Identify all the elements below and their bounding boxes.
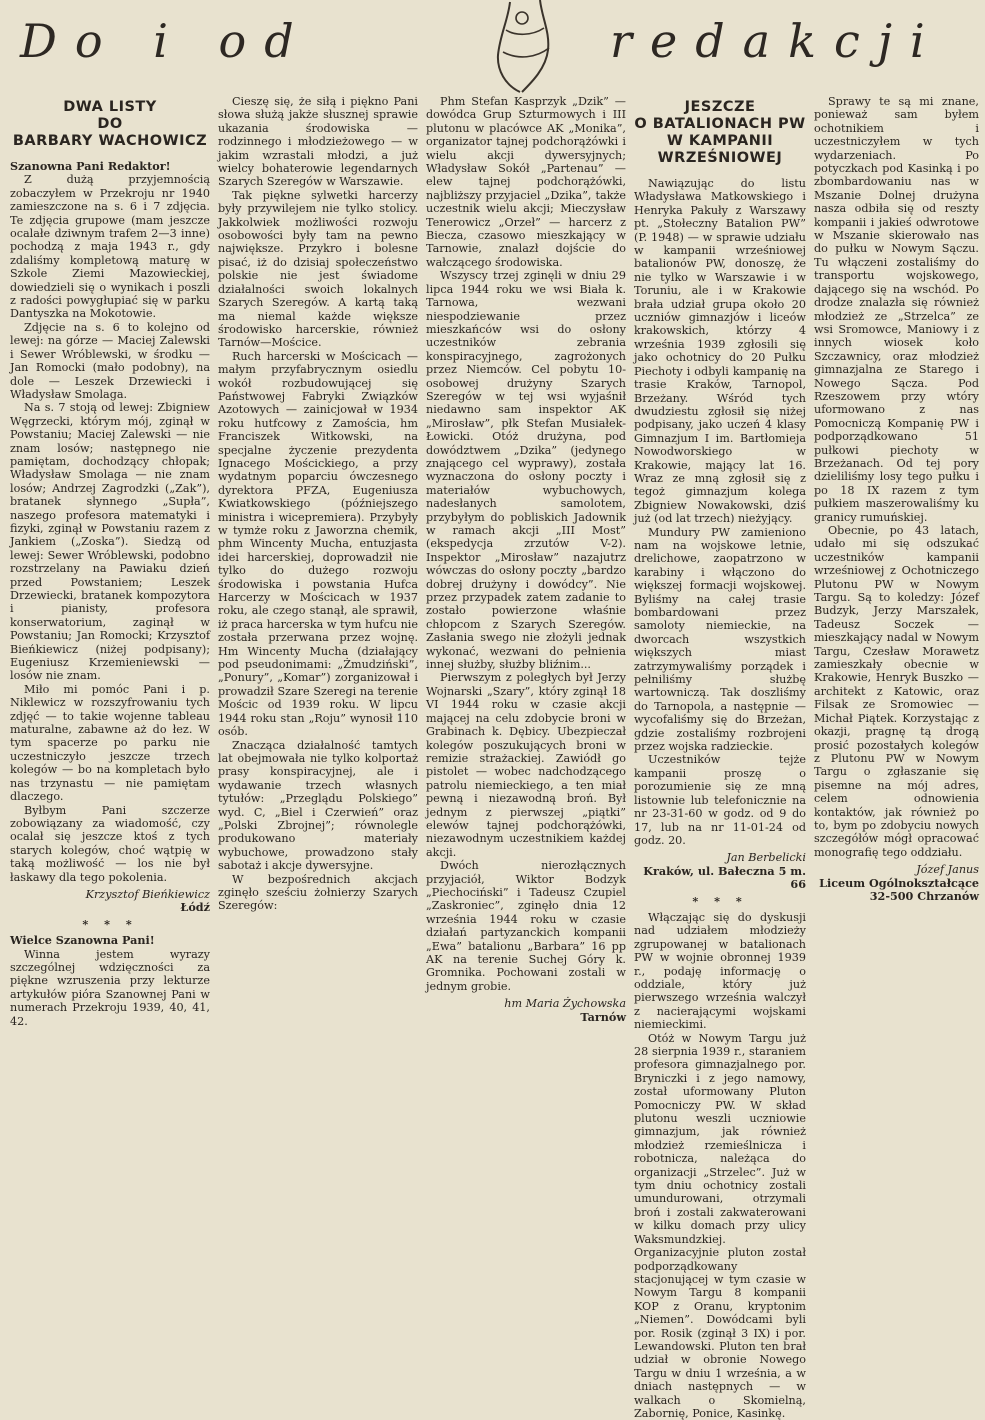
paragraph: Otóż w Nowym Targu już 28 sierpnia 1939 r., staraniem profesora gimnazjalnego por. Bryniczki i z jego namowy, został uformowany Pluton Pomocniczy PW. W skład plutonu weszli uczniowie gimnazjum, jak również młodzież rzemieślnicza i robotnicza, należąca do organizacji „Strzelec”. Już w tym dniu ochotnicy zostali umundurowani, otrzymali broń i zostali zakwaterowani w kilku domach przy ulicy Waksmundzkiej. Organizacyjnie pluton został podporządkowany stacjonującej w tym czasie w Nowym Targu 8 kompanii KOP z Oranu, kryptonim „Niemen”. Dowódcami byli por. Rosik (zginął 3 IX) i por. Lewandowski. Pluton ten brał udział w obronie Nowego Targu w dniu 1 września, a w dniach następnych — w walkach o Skomielną, Zabornię, Ponice, Kasinkę.	[634, 1031, 806, 1420]
column-4	[634, 95, 806, 1420]
paragraph: Winna jestem wyrazy szczególnej wdzięczności za piękne wzruszenia przy lekturze artykułów pióra Szanownej Pani w numerach Przekroju 1939, 40, 41, 42.	[10, 947, 210, 1028]
signature-city: Tarnów	[580, 1009, 626, 1024]
section-banner	[0, 0, 985, 95]
paragraph: Ruch harcerski w Mościcach — małym przyfabrycznym osiedlu wokół rozbudowującej się Państwowej Fabryki Związków Azotowych — zainicjował w 1934 roku hutfcowy z Zamościa, hm Franciszek Witkowski, na specjalne życzenie prezydenta Ignacego Mościckiego, a przy wydatnym poparciu ówczesnego dyrektora PFZA, Eugeniusza Kwiatkowskiego (późniejszego ministra i wicepremiera). Przybyły w tymże roku z Jaworzna chemik, phm Wincenty Mucha, entuzjasta idei harcerskiej, doprowadził nie tylko do dużego rozwoju środowiska i powstania Hufca Harcerzy w Mościcach w 1937 roku, ale czego stanął, ale sprawił, iż praca harcerska w tym hufcu nie została przerwana przez wojnę. Hm Wincenty Mucha (działający pod pseudonimami: „Żmudziński”, „Ponury”, „Komar”) zorganizował i prowadził Szare Szeregi na terenie Mościc od 1939 roku. W lipcu 1944 roku stan „Roju” wynosił 110 osób.	[218, 349, 418, 739]
signature-city: Łódź	[180, 900, 210, 915]
paragraph: Sprawy te są mi znane, ponieważ sam byłem ochotnikiem i uczestniczyłem w tych wydarzeniach. Po potyczkach pod Kasinką i po zbombardowaniu nas w Mszanie Dolnej drużyna nasza odbiła się od reszty kompanii i jakieś odwrotowe w Mszanie skierowało nas do pułku w Nowym Sączu. Tu włączeni zostaliśmy do transportu wojskowego, dającego się na wschód. Po drodze znalazła się również młodzież ze „Strzelca” ze wsi Sromowce, Maniowy i z innych wiosek koło Szczawnicy, oraz młodzież gimnazjalna ze Starego i Nowego Sącza. Pod Rzeszowem przy wtóry uformowano z nas Pomocniczą Kompanię PW i podporządkowano 51 pułkowi piechoty w Brzeżanach. Od tej pory dzieliliśmy losy tego pułku i po 18 IX razem z tym pułkiem maszerowaliśmy ku granicy rumuńskiej.	[814, 95, 979, 524]
paragraph: Zdjęcie na s. 6 to kolejno od lewej: na górze — Maciej Zalewski i Sewer Wróblewski, w środku — Jan Romocki (mało podobny), na dole — Leszek Drzewiecki i Władysław Smolaga.	[10, 320, 210, 401]
paragraph: Dwóch nierozłącznych przyjaciół, Wiktor Bodzyk „Piechociński” i Tadeusz Czupiel „Zaskroniec”, zginęło dnia 12 września 1944 roku w czasie działań partyzanckich kompanii „Ewa” batalionu „Barbara” 16 pp AK na terenie Suchej Góry k. Gromnika. Pochowani zostali w jednym grobie.	[426, 859, 626, 993]
paragraph: Phm Stefan Kasprzyk „Dzik” — dowódca Grup Szturmowych i III plutonu w placówce AK „Monika”, organizator tajnej podchorążówki i wielu akcji dywersyjnych; Władysław Sokół „Partenau” — elew tajnej podchorążówki, najbliższy przyjaciel „Dzika”, także uczestnik wielu akcji; Mieczysław Tenerowicz „Orzeł” — harcerz z Biecza, czasowo mieszkający w Tarnowie, znalazł dojście do wałczącego środowiska.	[426, 95, 626, 269]
salutation: Szanowna Pani Redaktor!	[10, 159, 171, 173]
column-5	[814, 95, 979, 903]
paragraph: Znacząca działalność tamtych lat obejmowała nie tylko kolportaż prasy konspiracyjnej, ale i wydawanie trzech własnych tytułów: „Przeglądu Polskiego” wyd. C, „Biel i Czerwień” oraz „Polski Zbrojnej”; równolegle produkowano materiały wybuchowe, prowadzono stały sabotaż i akcje dywersyjne.	[218, 738, 418, 873]
separator-stars: * * *	[82, 916, 138, 931]
column-3	[426, 95, 626, 1024]
salutation: Wielce Szanowna Pani!	[10, 933, 155, 948]
paragraph: Z dużą przyjemnością zobaczyłem w Przekroju nr 1940 zamieszczone na s. 6 i 7 zdjęcia. Te zdjęcia grupowe (mam jeszcze ocalałe dziwnym trafem 2—3 inne) pochodzą z maja 1943 r., gdy zdaliśmy kompletową maturę w Szkole Ziemi Mazowieckiej, dowiedzieli się o wynikach i poszli z radości powygłupiać się w parku Dantyszka na Mokotowie.	[10, 173, 210, 321]
paragraph: Włączając się do dyskusji nad udziałem młodzieży zgrupowanej w batalionach PW w wojnie obronnej 1939 r., podaję informację o oddziale, który już pierwszego września walczył z nacierającymi wojskami niemieckimi.	[634, 910, 806, 1032]
banner-title-right: redakcji	[610, 14, 943, 68]
banner-title-left: Do i od	[20, 14, 312, 68]
separator-stars: * * *	[692, 893, 748, 908]
signature-address: Liceum Ogólnokształcące	[819, 875, 979, 890]
paragraph: Cieszę się, że siłą i piękno Pani słowa służą jakże słusznej sprawie ukazania środowiska — rodzinnego i młodzieżowego — w jakim wzrastali młodzi, a już wielcy bohaterowie legendarnych Szarych Szeregów w Warszawie.	[218, 95, 418, 189]
signature-address: Kraków, ul. Bałeczna 5 m. 66	[643, 863, 806, 892]
paragraph: Wszyscy trzej zginęli w dniu 29 lipca 1944 roku we wsi Biała k. Tarnowa, wezwani niespodziewanie przez mieszkańców wsi do osłony uczestników zebrania konspiracyjnego, zagrożonych przez Niemców. Cel pobytu 10-osobowej drużyny Szarych Szeregów w tej wsi wyjaśnił niedawno sam inspektor AK „Mirosław”, płk Stefan Musiałek-Łowicki. Otóż drużyna, pod dowództwem „Dzika” (jedynego znającego cel wyprawy), została wyznaczona do osłony poczty i materiałów wybuchowych, nadesłanych samolotem, przybyłym do pobliskich Jadownik w ramach akcji „III Most” (ekspedycja zrzutów V-2). Inspektor „Mirosław” nazajutrz wówczas do osłony poczty „bardzo dobrej drużyny i dowódcy”. Nie przez przypadek zatem zadanie to zostało powierzone właśnie chłopcom z Szarych Szeregów. Zasłania swego nie złożyli jednak wykonać, wezwani do pełnienia innej służby, służby bliźnim...	[426, 269, 626, 672]
article-title: DWA LISTY DO BARBARY WACHOWICZ	[12, 99, 208, 149]
paragraph: Miło mi pomóc Pani i p. Niklewicz w rozszyfrowaniu tych zdjęć — to takie wojenne tableau maturalne, zabawne aż do łez. W tym spacerze po parku nie uczestniczyło jeszcze trzech kolegów — bo na kompletach było nas trzynastu — nie pamiętam dlaczego.	[10, 682, 210, 804]
paragraph: Byłbym Pani szczerze zobowiązany za wiadomość, czy ocalał się jeszcze ktoś z tych starych kolegów, choć wątpię w taką możliwość — los nie był łaskawy dla tego pokolenia.	[10, 803, 210, 884]
paragraph: Uczestników tejże kampanii proszę o porozumienie się ze mną listownie lub telefonicznie na nr 23-31-60 w godz. od 9 do 17, lub na nr 11-01-24 od godz. 20.	[634, 753, 806, 847]
column-1	[10, 95, 210, 1028]
paragraph: W bezpośrednich akcjach zginęło sześciu żołnierzy Szarych Szeregów:	[218, 872, 418, 913]
paragraph: Pierwszym z poległych był Jerzy Wojnarski „Szary”, który zginął 18 VI 1944 roku w czasie akcji mającej na celu zdobycie broni w Grabinach k. Dębicy. Ubezpieczał kolegów poszukujących broni w remizie strażackiej. Zawiódł go pistolet — wobec nadchodzącego patrolu niemieckiego, a ten miał pewną i niezawodną broń. Był jednym z pierwszej „piątki” elewów tajnej podchorążówki, niezawodnym uczestnikiem każdej akcji.	[426, 671, 626, 859]
illustration-figure	[470, 0, 580, 95]
signature: Krzysztof Bieńkiewicz	[85, 887, 210, 901]
article-title: JESZCZE O BATALIONACH PW W KAMPANII WRZEŚNIOWEJ	[634, 99, 806, 166]
paragraph: Tak piękne sylwetki harcerzy były przywilejem nie tylko stolicy. Jakkolwiek możliwości rozwoju osobowości były tam na pewno największe. Przykro i bolesne pisać, iż do dzisiaj społeczeństwo polskie nie jest świadome działalności swoich lokalnych Szarych Szeregów. A kartą taką ma niemal każde większe środowisko harcerskie, również Tarnów—Mościce.	[218, 188, 418, 350]
paragraph: Obecnie, po 43 latach, udało mi się odszukać uczestników kampanii wrześniowej z Ochotniczego Plutonu PW w Nowym Targu. Są to koledzy: Józef Budzyk, Jerzy Marszałek, Tadeusz Soczek — mieszkający nadal w Nowym Targu, Czesław Morawetz zamieszkały obecnie w Krakowie, Henryk Buszko — architekt z Katowic, oraz Filsak ze Sromowiec — Michał Piątek. Korzystając z okazji, pragnę tą drogą prosić pozostałych kolegów z Plutonu PW w Nowym Targu o zgłaszanie się pisemne na mój adres, celem odnowienia kontaktów, jak również po to, bym po zdobyciu nowych szczegółów mógł opracować monografię tego oddziału.	[814, 524, 979, 859]
column-2	[218, 95, 418, 913]
paragraph: Mundury PW zamieniono nam na wojskowe letnie, drelichowe, zaopatrzono w karabiny i włączono do większej formacji wojskowej. Byliśmy na całej trasie bombardowani przez samoloty niemieckie, na dworcach wszystkich większych miast zatrzymywaliśmy porządek i pełniliśmy służbę wartowniczą. Tak doszliśmy do Tarnopola, a następnie — wycofaliśmy się do Brzeżan, gdzie zostaliśmy rozbrojeni przez wojska radzieckie.	[634, 525, 806, 754]
signature-address: 32-500 Chrzanów	[869, 888, 979, 903]
paragraph: Na s. 7 stoją od lewej: Zbigniew Węgrzecki, którym mój, zginął w Powstaniu; Maciej Zalewski — nie znam losów; następnego nie pamiętam, dochodzący chłopak; Władysław Smolaga — nie znam losów; Andrzej Zagrodzki („Zak”), bratanek słynnego „Supła”, naszego profesora matematyki i fizyki, zginął w Powstaniu razem z Jankiem („Zoska”). Siedzą od lewej: Sewer Wróblewski, podobno rozstrzelany na Pawiaku dzień przed Powstaniem; Leszek Drzewiecki, bratanek kompozytora i pianisty, profesora konserwatorium, zaginął w Powstaniu; Jan Romocki; Krzysztof Bieńkiewicz (niżej podpisany); Eugeniusz Krzemieniewski — losów nie znam.	[10, 401, 210, 683]
signature: Józef Janus	[916, 863, 979, 877]
signature: Jan Berbelicki	[726, 851, 806, 865]
paragraph: Nawiązując do listu Władysława Matkowskiego i Henryka Pakuły z Warszawy pt. „Stołeczny Batalion PW” (P. 1948) — w sprawie udziału w kampanii wrześniowej batalionów PW, donoszę, że nie tylko w Warszawie i w Toruniu, ale i w Krakowie brała udział grupa około 20 uczniów gimnazjów i liceów krakowskich, którzy 4 września 1939 zgłosili się jako ochotnicy do 20 Pułku Piechoty i odbyli kampanię na trasie Kraków, Tarnopol, Brzeżany. Wśród tych dwudziestu zgłosił się niżej podpisany, jako uczeń 4 klasy Gimnazjum I im. Bartłomieja Nowodworskiego w Krakowie, mający lat 16. Wraz ze mną zgłosił się z tegoż gimnazjum kolega Zbigniew Nowakowski, dziś już (od lat trzech) nieżyjący.	[634, 177, 806, 526]
signature: hm Maria Żychowska	[504, 997, 626, 1011]
